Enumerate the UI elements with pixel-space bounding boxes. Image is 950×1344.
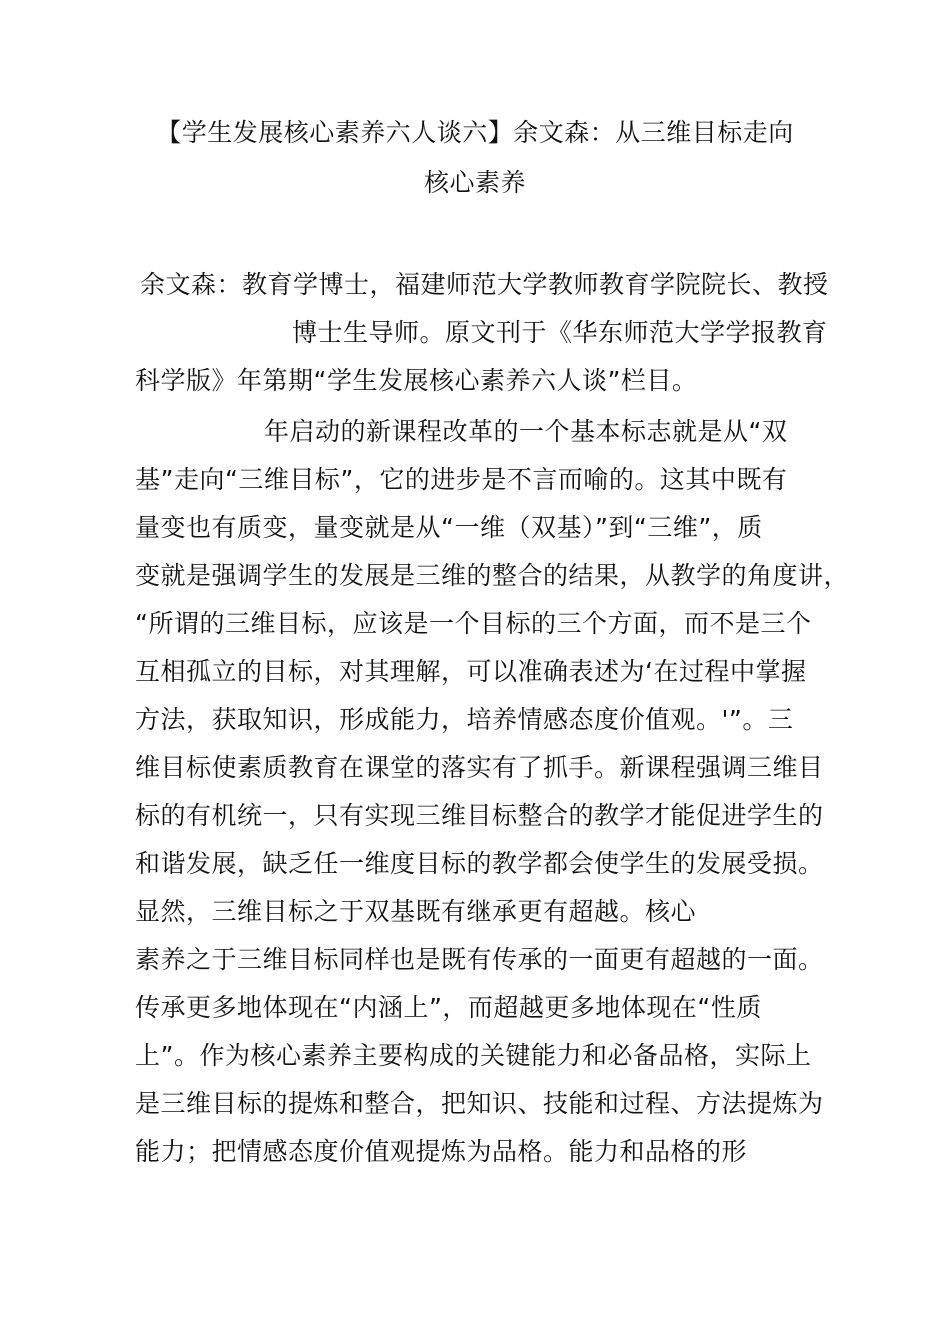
body-line: 变就是强调学生的发展是三维的整合的结果，从教学的角度讲， [135,561,850,590]
body-line: “所谓的三维目标，应该是一个目标的三个方面，而不是三个 [135,609,812,638]
document-title-line-1: 【学生发展核心素养六人谈六】余文森：从三维目标走向 [156,118,794,147]
author-note-line: 科学版》年第期“学生发展核心素养六人谈”栏目。 [135,366,698,395]
body-line: 量变也有质变，量变就是从“一维（双基）”到“三维”，质 [135,513,763,542]
document-title-line-2: 核心素养 [423,168,526,197]
body-line: 素养之于三维目标同样也是既有传承的一面更有超越的一面。 [135,945,824,974]
author-note-line: 博士生导师。原文刊于《华东师范大学学报教育 [292,318,828,347]
body-line: 互相孤立的目标，对其理解，可以准确表述为‘在过程中掌握 [135,657,807,686]
body-line: 传承更多地体现在“内涵上”，而超越更多地体现在“性质 [135,993,762,1022]
body-line: 方法，获取知识，形成能力，培养情感态度价值观。'”。三 [135,705,794,734]
body-line: 年启动的新课程改革的一个基本标志就是从“双 [264,417,788,446]
author-note-line: 余文森：教育学博士，福建师范大学教师教育学院院长、教授 [140,270,829,299]
body-line: 标的有机统一，只有实现三维目标整合的教学才能促进学生的 [135,801,824,830]
body-line: 显然，三维目标之于双基既有继承更有超越。核心 [135,897,697,926]
body-line: 基”走向“三维目标”，它的进步是不言而喻的。这其中既有 [135,465,788,494]
body-line: 上”。作为核心素养主要构成的关键能力和必备品格，实际上 [135,1041,812,1070]
body-line: 能力；把情感态度价值观提炼为品格。能力和品格的形 [135,1137,748,1166]
body-line: 维目标使素质教育在课堂的落实有了抓手。新课程强调三维目 [135,753,824,782]
body-line: 是三维目标的提炼和整合，把知识、技能和过程、方法提炼为 [135,1089,824,1118]
body-line: 和谐发展，缺乏任一维度目标的教学都会使学生的发展受损。 [135,849,824,878]
